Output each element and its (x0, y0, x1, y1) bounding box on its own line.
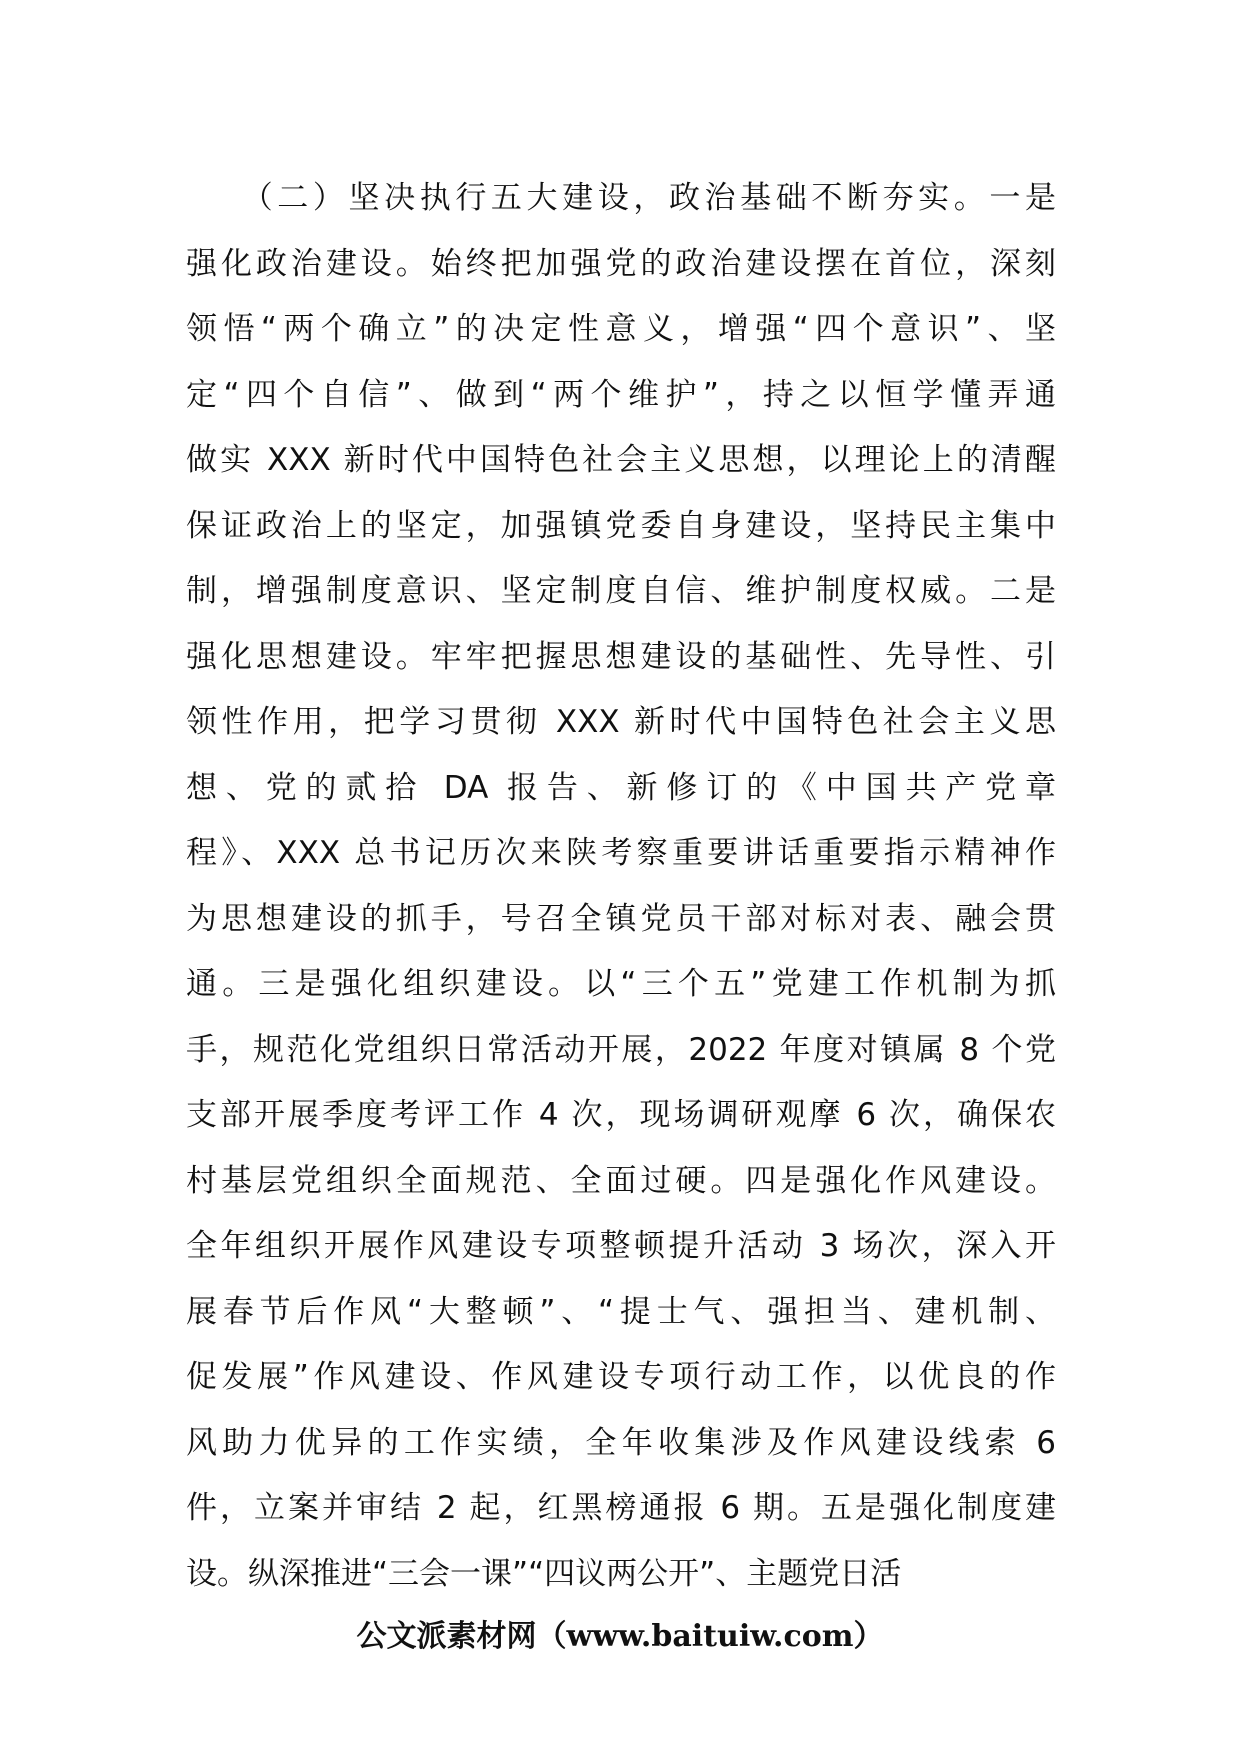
text-line: 全年组织开展作风建设专项整顿提升活动 3 场次，深入开 (186, 1228, 1056, 1264)
text-line: 手，规范化党组织日常活动开展，2022 年度对镇属 8 个党 (186, 1031, 1056, 1068)
text-line: 制，增强制度意识、坚定制度自信、维护制度权威。二是 (186, 573, 1056, 609)
footer-watermark: 公文派素材网（www.baituiw.com） (356, 1619, 884, 1654)
text-line: 村基层党组织全面规范、全面过硬。四是强化作风建设。 (186, 1162, 1056, 1199)
text-line: 做实 XXX 新时代中国特色社会主义思想，以理论上的清醒 (186, 442, 1056, 478)
text-line: 保证政治上的坚定，加强镇党委自身建设，坚持民主集中 (186, 507, 1056, 544)
text-line: 强化思想建设。牢牢把握思想建设的基础性、先导性、引 (186, 638, 1056, 675)
text-line: 支部开展季度考评工作 4 次，现场调研观摩 6 次，确保农 (186, 1097, 1056, 1133)
body-paragraph (186, 166, 1056, 1607)
text-line: 件，立案并审结 2 起，红黑榜通报 6 期。五是强化制度建 (186, 1490, 1056, 1526)
text-line: 为思想建设的抓手，号召全镇党员干部对标对表、融会贯 (186, 900, 1056, 937)
text-line: 通。三是强化组织建设。以“三个五”党建工作机制为抓 (186, 966, 1056, 1002)
text-line: 设。纵深推进“三会一课”“四议两公开”、主题党日活 (186, 1555, 902, 1592)
text-line: 促发展”作风建设、作风建设专项行动工作，以优良的作 (186, 1359, 1056, 1395)
text-line: 领悟“两个确立”的决定性意义，增强“四个意识”、坚 (186, 311, 1056, 347)
text-line: （二）坚决执行五大建设，政治基础不断夯实。一是 (186, 180, 1056, 216)
text-line: 想、党的贰拾 DA 报告、新修订的《中国共产党章 (186, 769, 1056, 806)
text-line: 展春节后作风“大整顿”、“提士气、强担当、建机制、 (186, 1293, 1056, 1330)
text-line: 领性作用，把学习贯彻 XXX 新时代中国特色社会主义思 (186, 704, 1056, 740)
text-line: 程》、XXX 总书记历次来陕考察重要讲话重要指示精神作 (186, 835, 1056, 871)
text-line: 风助力优异的工作实绩，全年收集涉及作风建设线索 6 (186, 1424, 1056, 1461)
text-line: 强化政治建设。始终把加强党的政治建设摆在首位，深刻 (186, 245, 1056, 282)
text-line: 定“四个自信”、做到“两个维护”，持之以恒学懂弄通 (186, 376, 1056, 413)
